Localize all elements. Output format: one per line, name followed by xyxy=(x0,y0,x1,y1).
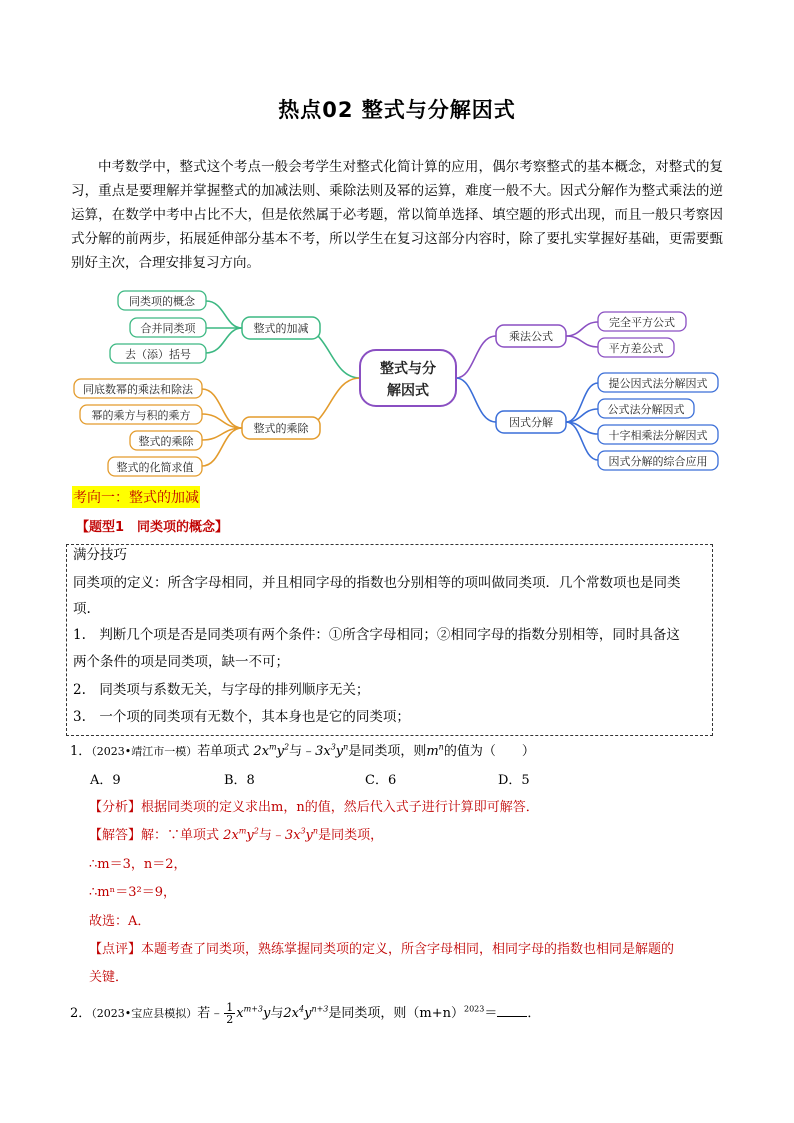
question-text: 的值为（ ） xyxy=(443,744,535,759)
answer-text: 与﹣ xyxy=(258,828,285,843)
mindmap-center-line2: 解因式 xyxy=(387,383,429,399)
answer-choice: 故选：A． xyxy=(89,914,151,929)
mindmap-factor: 因式分解 xyxy=(509,416,553,429)
question-text: 若﹣ xyxy=(197,1006,224,1021)
answer-blank xyxy=(497,1004,527,1017)
question-text: 是同类项，则（m+n） xyxy=(328,1006,464,1021)
analysis-text: 根据同类项的定义求出m，n的值，然后代入式子进行计算即可解答． xyxy=(141,800,539,815)
mindmap-mul-div-item: 幂的乘方与积的乘方 xyxy=(91,409,191,422)
mindmap-factor-item: 因式分解的综合应用 xyxy=(608,455,708,468)
mindmap-center-line1: 整式与分 xyxy=(380,361,436,377)
answer-label: 【解答】 xyxy=(89,828,142,843)
answer-step-1: ∴m＝3，n＝2， xyxy=(89,857,187,872)
option-c: C．6 xyxy=(365,773,397,788)
tips-point-3: 3. 一个项的同类项有无数个，其本身也是它的同类项； xyxy=(73,709,410,725)
comment-line-cont: 关键． xyxy=(89,970,129,985)
question-number: 2． xyxy=(70,1006,92,1021)
answer-text: 解：∵单项式 xyxy=(141,828,220,843)
fraction-one-half: $\frac{1}{2}$ xyxy=(226,1001,234,1026)
tips-box xyxy=(66,544,713,736)
comment-label: 【点评】 xyxy=(89,942,142,957)
question-text: 若单项式 xyxy=(197,744,250,759)
comment-line xyxy=(89,938,674,957)
mindmap-mul-formula: 乘法公式 xyxy=(509,330,553,343)
question-text: 与﹣ xyxy=(289,744,316,759)
mindmap-mul-div: 整式的乘除 xyxy=(253,422,309,435)
question-text: ． xyxy=(527,1006,541,1021)
answer-line: 【解答】解：∵单项式 $2x^my^2$与$﹣3x^3y^n$是同类项， xyxy=(89,826,384,843)
tips-point-1-cont: 两个条件的项是同类项，缺一不可； xyxy=(73,654,289,670)
mindmap-add-sub-item: 去（添）括号 xyxy=(125,348,191,361)
question-1-stem: 1．（2023•靖江市一模）若单项式 $2x^my^2$与$﹣3x^3y^n$是同类项，则$m^n$的值为（ ） xyxy=(70,742,535,759)
mindmap-factor-item: 十字相乘法分解因式 xyxy=(608,429,708,442)
question-source: （2023•宝应县模拟） xyxy=(91,1007,198,1020)
tips-definition: 同类项的定义：所含字母相同，并且相同字母的指数也分别相等的项叫做同类项．几个常数项也是同类 xyxy=(73,575,681,591)
mindmap-mul-div-item: 同底数幂的乘法和除法 xyxy=(83,383,193,396)
analysis-label: 【分析】 xyxy=(89,800,142,815)
question-text: 与 xyxy=(270,1006,284,1021)
mindmap-mul-formula-item: 平方差公式 xyxy=(608,342,664,355)
question-type-heading: 【题型1 同类项的概念】 xyxy=(76,520,229,535)
answer-step-2: ∴mⁿ＝3²＝9， xyxy=(89,885,176,900)
question-text: 是同类项，则 xyxy=(348,744,427,759)
tips-point-2: 2. 同类项与系数无关，与字母的排列顺序无关； xyxy=(73,682,370,698)
section-heading: 考向一：整式的加减 xyxy=(72,486,200,508)
mindmap-add-sub-item: 合并同类项 xyxy=(140,322,196,335)
question-number: 1． xyxy=(70,744,92,759)
question-source: （2023•靖江市一模） xyxy=(91,745,198,758)
mindmap-factor-item: 提公因式法分解因式 xyxy=(608,377,708,390)
mindmap-factor-item: 公式法分解因式 xyxy=(607,403,685,416)
page-title: 热点02 整式与分解因式 xyxy=(278,98,516,122)
comment-text: 本题考查了同类项，熟练掌握同类项的定义，所含字母相同，相同字母的指数也相同是解题的 xyxy=(141,942,675,957)
mindmap-mul-div-item: 整式的化简求值 xyxy=(116,461,194,474)
question-text: ＝ xyxy=(484,1006,498,1021)
question-2-stem: 2．（2023•宝应县模拟）若﹣ $\frac{1}{2}$ $x^{m+3}y$与$2x^4y^{n+3}$是同类项，则$(m+n)^{2023}=$ ． xyxy=(70,1001,541,1026)
mindmap-add-sub-item: 同类项的概念 xyxy=(129,295,195,308)
option-a: A．9 xyxy=(90,773,121,788)
question-exponent: 2023 xyxy=(464,1004,485,1014)
option-b: B．8 xyxy=(224,773,255,788)
intro-paragraph: 中考数学中，整式这个考点一般会考学生对整式化简计算的应用，偶尔考察整式的基本概念，对整式的复习，重点是要理解并掌握整式的加减法则、乘除法则及幂的运算，难度一般不大。因式分解作为整式乘法的逆运算，在数学中考中占比不大，但是依然属于必考题，常以简单选择、填空题的形式出现，而且一般只考察因式分解的前两步，拓展延伸部分基本不考，所以学生在复习这部分内容时，除了要扎实掌握好基础，更需要甄别好主次，合理安排复习方向。 xyxy=(71,159,723,271)
analysis-line xyxy=(89,796,539,815)
mindmap-mul-formula-item: 完全平方公式 xyxy=(609,316,675,329)
mindmap-add-sub: 整式的加减 xyxy=(253,322,309,335)
tips-point-1: 1. 判断几个项是否是同类项有两个条件：①所含字母相同；②相同字母的指数分别相等，同时具备这 xyxy=(73,627,680,643)
mind-map xyxy=(60,285,740,485)
tips-definition-cont: 项. xyxy=(73,601,91,617)
tips-title: 满分技巧 xyxy=(73,547,127,563)
option-d: D．5 xyxy=(498,773,530,788)
answer-text: 是同类项， xyxy=(318,828,384,843)
mindmap-mul-div-item: 整式的乘除 xyxy=(138,435,194,448)
